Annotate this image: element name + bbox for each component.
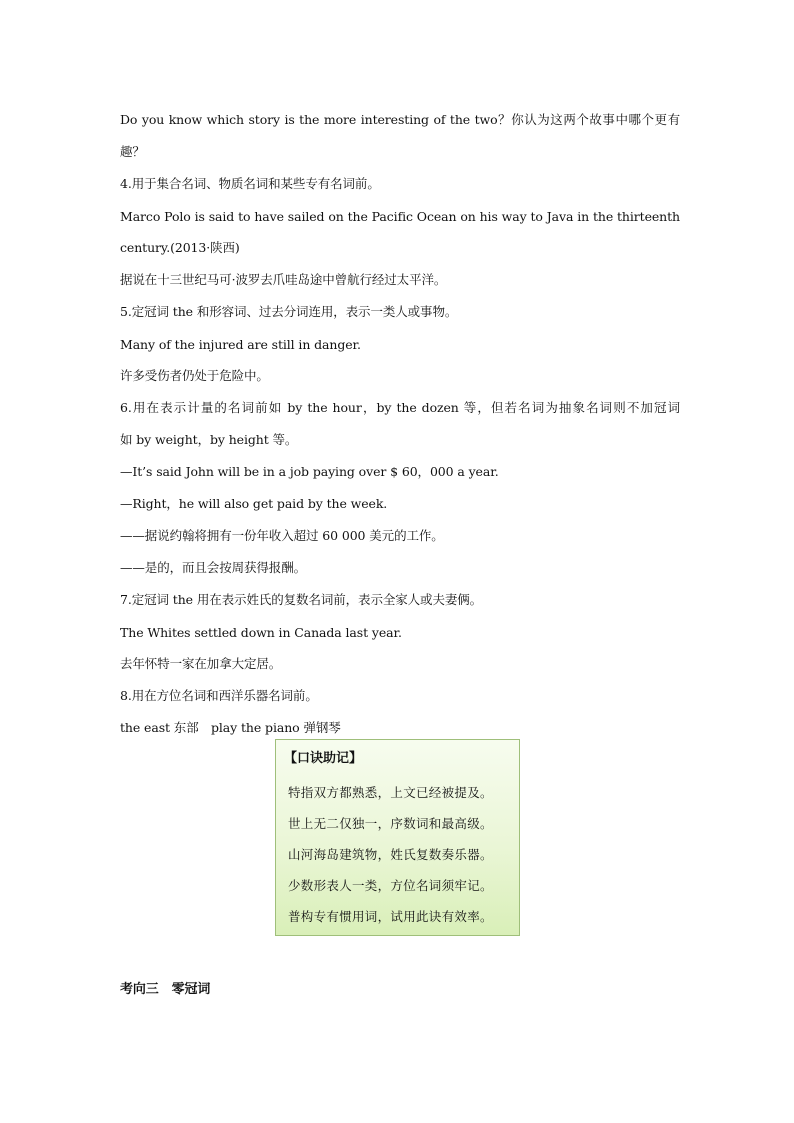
mnemonic-line: 普构专有惯用词，试用此诀有效率。 <box>288 909 493 924</box>
rule-5-heading: 5.定冠词 the 和形容词、过去分词连用，表示一类人或事物。 <box>120 304 458 319</box>
example-sentence-en: Many of the injured are still in danger. <box>120 337 361 352</box>
rule-6-heading-cont: 如 by weight，by height 等。 <box>120 432 298 447</box>
example-sentence-zh: 许多受伤者仍处于危险中。 <box>120 368 269 383</box>
mnemonic-title: 【口诀助记】 <box>284 751 363 766</box>
mnemonic-line: 世上无二仅独一，序数词和最高级。 <box>288 816 493 831</box>
dialogue-line-en: —It’s said John will be in a job paying over $ 60，000 a year. <box>120 464 499 479</box>
dialogue-line-en: —Right，he will also get paid by the week. <box>120 496 388 511</box>
dialogue-line-zh: ——据说约翰将拥有一份年收入超过 60 000 美元的工作。 <box>120 528 444 543</box>
example-sentence-en: The Whites settled down in Canada last year. <box>120 625 402 640</box>
text-line-1: Do you know which story is the more interesting of the two？你认为这两个故事中哪个更有 <box>120 112 680 127</box>
rule-4-heading: 4.用于集合名词、物质名词和某些专有名词前。 <box>120 176 380 191</box>
example-sentence-zh: 去年怀特一家在加拿大定居。 <box>120 656 282 671</box>
example-source: century.(2013·陕西) <box>120 240 240 255</box>
rule-6-heading: 6.用在表示计量的名词前如 by the hour，by the dozen 等，但若名词为抽象名词则不加冠词 <box>120 400 680 415</box>
rule-7-heading: 7.定冠词 the 用在表示姓氏的复数名词前，表示全家人或夫妻俩。 <box>120 592 483 607</box>
example-sentence-en: Marco Polo is said to have sailed on the Pacific Ocean on his way to Java in the thirteenth <box>120 209 680 224</box>
example-sentence-zh: 据说在十三世纪马可·波罗去爪哇岛途中曾航行经过太平洋。 <box>120 272 447 287</box>
text-line-2: 趣？ <box>120 144 145 159</box>
rule-8-heading: 8.用在方位名词和西洋乐器名词前。 <box>120 688 318 703</box>
dialogue-line-zh: ——是的，而且会按周获得报酬。 <box>120 560 307 575</box>
section-heading: 考向三 零冠词 <box>120 982 211 997</box>
example-phrases: the east 东部 play the piano 弹钢琴 <box>120 720 341 735</box>
mnemonic-box <box>275 739 520 936</box>
mnemonic-line: 山河海岛建筑物，姓氏复数奏乐器。 <box>288 847 493 862</box>
mnemonic-line: 少数形表人一类，方位名词须牢记。 <box>288 878 493 893</box>
mnemonic-line: 特指双方都熟悉，上文已经被提及。 <box>288 785 493 800</box>
